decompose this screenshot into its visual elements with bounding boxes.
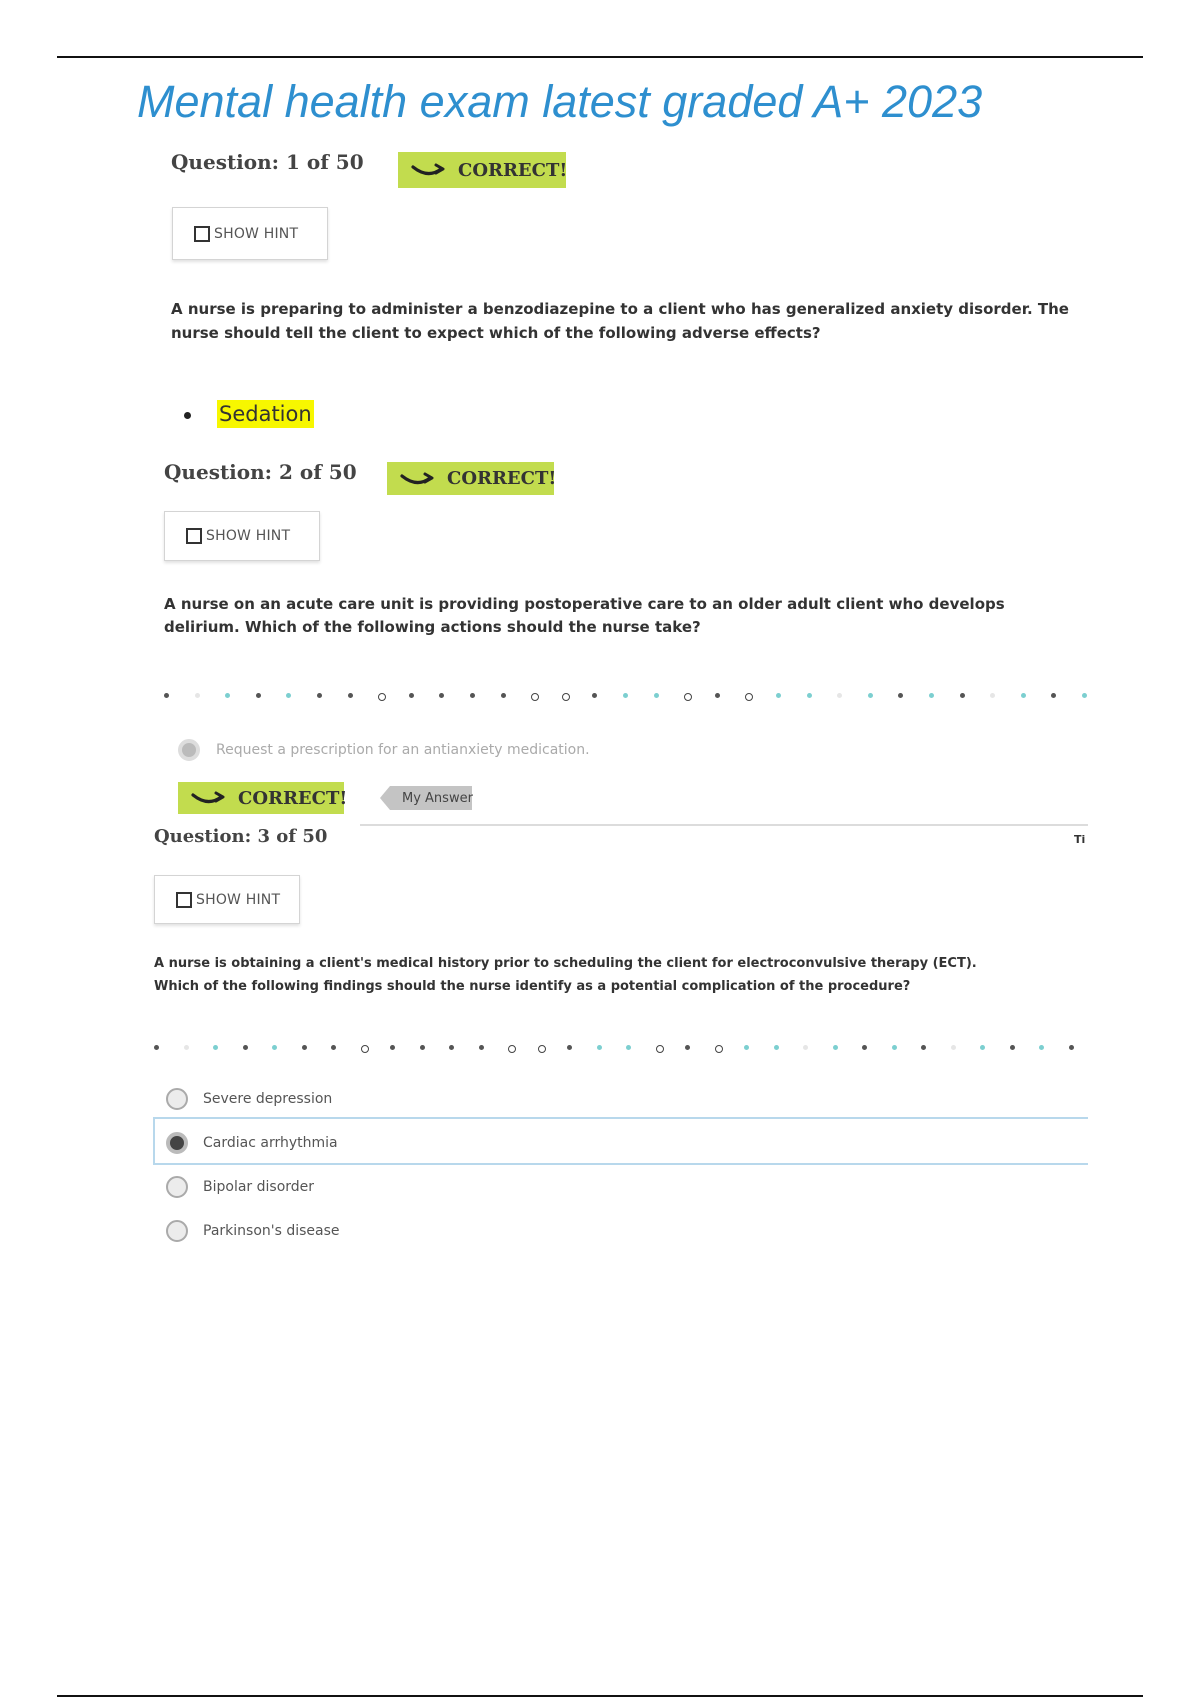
separator-dot [656, 1045, 664, 1053]
separator-dot [531, 693, 539, 701]
question-3-option-1-text[interactable]: Severe depression [203, 1091, 333, 1107]
separator-dot [929, 693, 934, 698]
separator-dot [921, 1045, 926, 1050]
correct-label: CORRECT! [238, 787, 348, 809]
curved-arrow-icon [190, 790, 226, 806]
separator-dot [348, 693, 353, 698]
show-hint-label: SHOW HINT [196, 891, 281, 908]
separator-dot [562, 693, 570, 701]
separator-dot [715, 1045, 723, 1053]
question-3-option-3-text[interactable]: Bipolar disorder [203, 1179, 315, 1195]
separator-dot [1010, 1045, 1015, 1050]
checkbox-icon[interactable] [186, 528, 202, 544]
separator-dot [715, 693, 720, 698]
my-answer-tag: My Answer [390, 786, 472, 810]
question-3-option-1-radio[interactable] [166, 1088, 188, 1110]
separator-dot [272, 1045, 277, 1050]
question-3-option-4-radio[interactable] [166, 1220, 188, 1242]
separator-dot [317, 693, 322, 698]
separator-dot [592, 693, 597, 698]
separator-dot [685, 1045, 690, 1050]
question-3-show-hint-button[interactable] [154, 875, 300, 924]
separator-dot [1082, 693, 1087, 698]
separator-dot [1069, 1045, 1074, 1050]
separator-dot [623, 693, 628, 698]
correct-label: CORRECT! [458, 159, 568, 181]
question-2-label: Question: 2 of 50 [164, 460, 357, 484]
question-1-correct-badge [398, 152, 566, 188]
separator-dot [654, 693, 659, 698]
curved-arrow-icon [399, 471, 435, 487]
separator-dot [951, 1045, 956, 1050]
question-3-option-4-text[interactable]: Parkinson's disease [203, 1223, 340, 1239]
question-divider [360, 824, 1088, 826]
question-2-option-1-text[interactable]: Request a prescription for an antianxiety medication. [216, 742, 590, 758]
separator-dot [774, 1045, 779, 1050]
question-3-side-text: Ti [1074, 833, 1086, 846]
separator-dot [378, 693, 386, 701]
separator-dot [803, 1045, 808, 1050]
separator-dot [744, 1045, 749, 1050]
question-3-label: Question: 3 of 50 [154, 826, 328, 847]
question-2-option-1-radio[interactable] [178, 739, 200, 761]
separator-dot [331, 1045, 336, 1050]
question-3-option-2-radio[interactable] [166, 1132, 188, 1154]
separator-dot [1039, 1045, 1044, 1050]
separator-dot [501, 693, 506, 698]
separator-dot [980, 1045, 985, 1050]
bottom-rule [57, 1695, 1143, 1697]
question-1-label: Question: 1 of 50 [171, 150, 364, 174]
bullet-icon [184, 412, 191, 419]
separator-dot [449, 1045, 454, 1050]
separator-dot [1051, 693, 1056, 698]
correct-label: CORRECT! [447, 468, 557, 489]
separator-dot [470, 693, 475, 698]
question-2-text: A nurse on an acute care unit is providing postoperative care to an older adult client who develops delirium. Which of the following actions should the nurse take? [164, 595, 1005, 636]
separator-dot [597, 1045, 602, 1050]
separator-dot [684, 693, 692, 701]
show-hint-label: SHOW HINT [214, 225, 299, 242]
separator-dot [225, 693, 230, 698]
separator-dot [286, 693, 291, 698]
separator-dot [990, 693, 995, 698]
separator-dot [776, 693, 781, 698]
separator-dot [745, 693, 753, 701]
checkbox-icon[interactable] [194, 226, 210, 242]
separator-dot [508, 1045, 516, 1053]
separator-dot [164, 693, 169, 698]
my-answer-tag-tip [380, 786, 390, 810]
checkbox-icon[interactable] [176, 892, 192, 908]
question-1-text: A nurse is preparing to administer a benzodiazepine to a client who has generalized anxiety disorder. The nurse should tell the client to expect which of the following adverse effects? [171, 300, 1069, 342]
question-2-show-hint-button[interactable] [164, 511, 320, 561]
separator-dot [361, 1045, 369, 1053]
separator-dot [409, 693, 414, 698]
separator-dot [420, 1045, 425, 1050]
separator-dot [195, 693, 200, 698]
separator-dot [960, 693, 965, 698]
separator-dot [833, 1045, 838, 1050]
top-rule [57, 56, 1143, 58]
document-title: Mental health exam latest graded A+ 2023 [137, 76, 983, 127]
separator-dot [213, 1045, 218, 1050]
separator-dot [567, 1045, 572, 1050]
separator-dot [256, 693, 261, 698]
question-3-separator-dots [154, 1045, 1088, 1053]
separator-dot [479, 1045, 484, 1050]
separator-dot [1021, 693, 1026, 698]
separator-dot [184, 1045, 189, 1050]
separator-dot [390, 1045, 395, 1050]
separator-dot [302, 1045, 307, 1050]
separator-dot [862, 1045, 867, 1050]
question-3-text: A nurse is obtaining a client's medical history prior to scheduling the client for electroconvulsive therapy (ECT). Which of the following findings should the nurse identify as a potential complication of the procedure? [154, 956, 977, 994]
separator-dot [154, 1045, 159, 1050]
question-2-separator-dots [164, 693, 1088, 701]
show-hint-label: SHOW HINT [206, 528, 291, 544]
question-2-correct-badge [387, 462, 557, 495]
separator-dot [892, 1045, 897, 1050]
question-3-option-3-radio[interactable] [166, 1176, 188, 1198]
curved-arrow-icon [410, 162, 446, 178]
question-3-option-2-text[interactable]: Cardiac arrhythmia [203, 1135, 338, 1151]
separator-dot [837, 693, 842, 698]
question-1-answer: Sedation [219, 402, 312, 426]
question-1-show-hint-button[interactable] [172, 207, 328, 260]
separator-dot [243, 1045, 248, 1050]
separator-dot [439, 693, 444, 698]
separator-dot [868, 693, 873, 698]
separator-dot [807, 693, 812, 698]
separator-dot [626, 1045, 631, 1050]
question-2-result-badge [178, 782, 348, 814]
separator-dot [898, 693, 903, 698]
separator-dot [538, 1045, 546, 1053]
